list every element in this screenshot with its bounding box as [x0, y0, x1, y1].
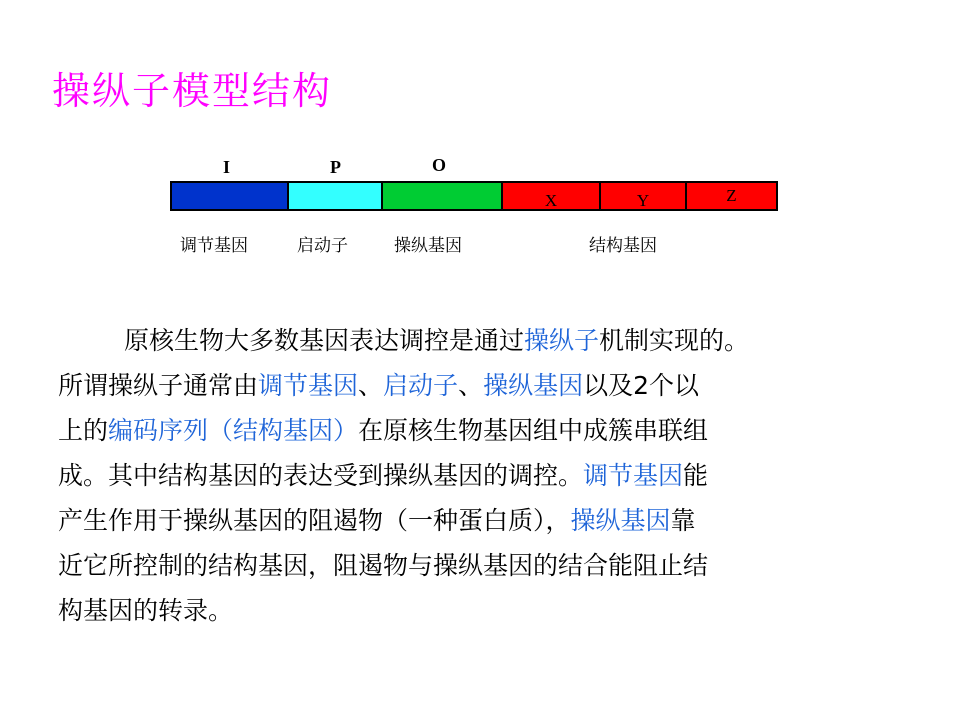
- caption-promoter: 启动子: [297, 236, 348, 256]
- paragraph-line: [58, 453, 938, 498]
- segment-regulator-gene: [170, 181, 289, 211]
- highlight-term: 调节基因: [258, 371, 359, 400]
- caption-regulator-gene: 调节基因: [180, 236, 248, 256]
- highlight-term: 操纵基因: [483, 371, 584, 400]
- segment-gene-z: [685, 181, 778, 211]
- paragraph-line: [58, 363, 938, 408]
- segment-y-label: Y: [636, 191, 650, 210]
- paragraph-line: [58, 498, 938, 543]
- segment-z-label: Z: [726, 186, 737, 205]
- text-run: 、: [358, 371, 384, 400]
- label-o: O: [432, 155, 447, 175]
- highlight-term: 启动子: [383, 371, 459, 400]
- segment-gene-x: [501, 181, 601, 211]
- text-run: 机制实现的。: [599, 326, 750, 355]
- text-run: 产生作用于操纵基因的阻遏物（一种蛋白质），: [58, 506, 571, 535]
- caption-operator: 操纵基因: [394, 236, 462, 256]
- text-run: 所谓操纵子通常由: [58, 371, 259, 400]
- highlight-term: 调节基因: [583, 461, 684, 490]
- segment-promoter: [287, 181, 383, 211]
- text-run: 上的: [58, 416, 109, 445]
- text-run: 能: [683, 461, 709, 490]
- highlight-term: 操纵基因: [570, 506, 671, 535]
- paragraph-line: 近它所控制的结构基因，阻遏物与操纵基因的结合能阻止结: [58, 551, 709, 580]
- label-p: P: [330, 157, 341, 177]
- segment-x-label: X: [544, 191, 558, 210]
- highlight-term: 操纵子: [524, 326, 600, 355]
- highlight-term: 编码序列（结构基因）: [108, 416, 359, 445]
- paragraph-line: [58, 408, 938, 453]
- text-run: 成。其中结构基因的表达受到操纵基因的调控。: [58, 461, 584, 490]
- segment-operator: [381, 181, 503, 211]
- text-run: 以及2个以: [583, 371, 699, 400]
- body-paragraph: [58, 318, 938, 633]
- segment-gene-y: [599, 181, 687, 211]
- text-run: 原核生物大多数基因表达调控是通过: [124, 326, 525, 355]
- text-run: 在原核生物基因组中成簇串联组: [358, 416, 709, 445]
- label-i: I: [223, 157, 231, 177]
- slide-title: 操纵子模型结构: [52, 69, 333, 113]
- paragraph-line: [58, 318, 938, 363]
- operon-diagram: [0, 0, 960, 300]
- text-run: 、: [458, 371, 484, 400]
- paragraph-line: 构基因的转录。: [58, 596, 234, 625]
- text-run: 靠: [670, 506, 696, 535]
- caption-structural-genes: 结构基因: [589, 236, 657, 256]
